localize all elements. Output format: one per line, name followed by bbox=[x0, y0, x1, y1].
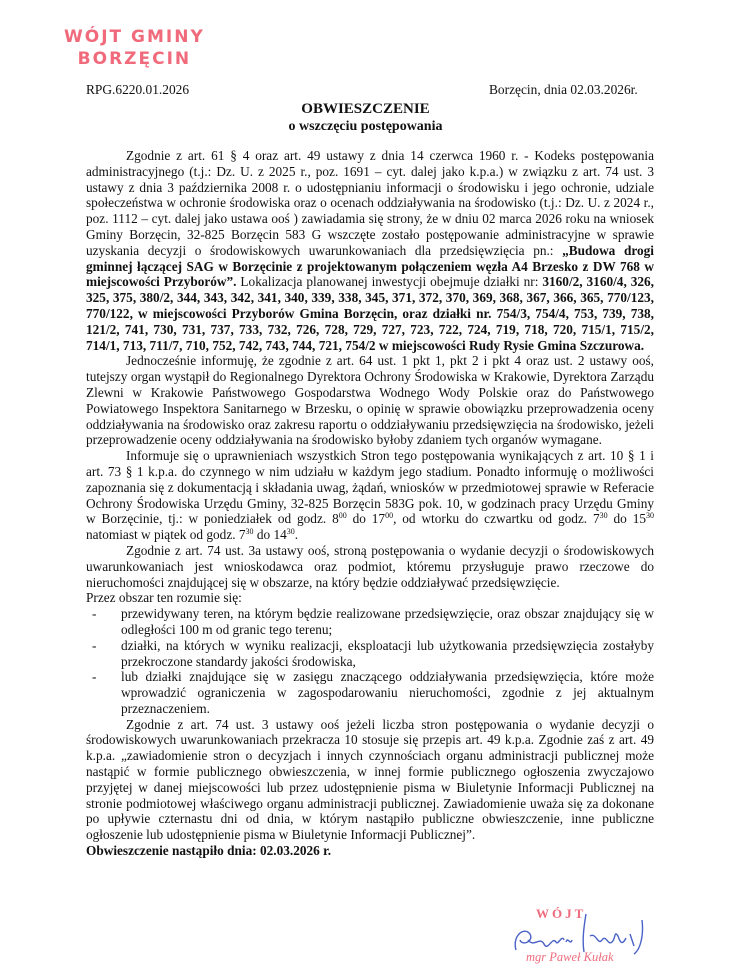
list-item-text: przewidywany teren, na którym będzie realizowane przedsięwzięcie, oraz obszar znajdujący się w odległości 100 m od granic tego terenu; bbox=[121, 606, 654, 637]
list-item-text: lub działki znajdujące się w zasięgu znaczącego oddziaływania przedsięwzięcia, które może wprowadzić ograniczenia w zagospodarowaniu nieruchomości, zgodnie z jej aktualnym przeznaczeniem. bbox=[121, 669, 654, 716]
connector: natomiast w piątek od godz. bbox=[86, 527, 239, 543]
hour: 8 bbox=[332, 511, 339, 527]
publication-date-statement: Obwieszczenie nastąpiło dnia: 02.03.2026 r. bbox=[86, 843, 332, 859]
place-and-date: Borzęcin, dnia 02.03.2026r. bbox=[489, 82, 638, 97]
dash-bullet-icon: - bbox=[92, 669, 97, 685]
document-heading bbox=[0, 100, 731, 136]
minute: 30 bbox=[646, 511, 655, 521]
minute: 30 bbox=[286, 527, 295, 537]
minute: 00 bbox=[338, 511, 347, 521]
hour: 7 bbox=[593, 511, 600, 527]
dash-bullet-icon: - bbox=[92, 637, 97, 653]
stamp-line-2: BORZĘCIN bbox=[77, 49, 192, 69]
project-name: „Budowa drogi gminnej łączącej SAG w Borzęcinie z projektowanym połączeniem węzła A4 Brzesko z DW 768 w miejscowości Przyborów”. bbox=[86, 242, 654, 290]
connector: do bbox=[346, 511, 372, 527]
stamp-line-1: WÓJT GMINY bbox=[64, 27, 205, 47]
hour: 7 bbox=[238, 527, 246, 543]
list-item bbox=[86, 606, 654, 638]
hour: 17 bbox=[371, 511, 386, 527]
connector: do bbox=[607, 511, 633, 527]
minute: 30 bbox=[245, 527, 254, 537]
signatory-name: mgr Paweł Kułak bbox=[526, 950, 614, 964]
location-intro: Lokalizacja planowanej inwestycji obejmuje działki nr: bbox=[236, 274, 543, 290]
minute: 00 bbox=[385, 511, 394, 521]
connector: do bbox=[253, 527, 274, 543]
signature-block bbox=[510, 906, 710, 971]
minute: 30 bbox=[599, 511, 608, 521]
hour: 14 bbox=[273, 527, 287, 543]
paragraph-5: Zgodnie z art. 74 ust. 3 ustawy ooś jeżeli liczba stron postępowania o wydanie decyzji o środowiskowych uwarunkowaniach przekracza 10 stosuje się przepis art. 49 k.p.a. Zgodnie zaś z art. 49 k.p.a. „zawiadomienie stron o decyzjach i innych czynnościach organu administracji publicznej może nastąpić w formie publicznego obwieszczenia, w innej formie publicznego ogłoszenia zwyczajowo przyjętej w danej miejscowości lub przez udostępnienie pisma w Biuletynie Informacji Publicznej na stronie podmiotowej właściwego organu administracji publicznej. Zawiadomienie uważa się za dokonane po upływie czternastu dni od dnia, w którym nastąpiło publiczne obwieszczenie, inne publiczne ogłoszenie lub udostępnienie pisma w Biuletynie Informacji Publicznej”. bbox=[86, 716, 654, 843]
paragraph-2: Jednocześnie informuję, że zgodnie z art. 64 ust. 1 pkt 1, pkt 2 i pkt 4 oraz ust. 2 ustawy ooś, tutejszy organ wystąpił do Regionalnego Dyrektora Ochrony Środowiska w Krakowie, Dyrektora Zarządu Zlewni w Krakowie Państwowego Gospodarstwa Wodnego Wody Polskie oraz do Państwowego Powiatowego Inspektora Sanitarnego w Brzesku, o opinię w sprawie obowiązku przeprowadzenia oceny oddziaływania na środowisko oraz zakresu raportu o oddziaływaniu przedsięwzięcia na środowisko, jeżeli przeprowadzenie oceny oddziaływania na środowisko byłoby zdaniem tych organów wymagane. bbox=[86, 353, 654, 448]
hour: 15 bbox=[632, 511, 647, 527]
paragraph-3 bbox=[86, 448, 654, 543]
p3-text: Informuje się o uprawnieniach wszystkich Stron tego postępowania wynikających z art. 10 § 1 i art. 73 § 1 k.p.a. do czynnego w nim udziału w każdym jego stadium. Ponadto informuję o możliwości zapoznania się z dokumentacją i składania uwag, żądań, wniosków w przedmiotowej sprawie w Referacie Ochrony Środowiska Urzędu Gminy, 32-825 Borzęcin 583G pok. 10, w godzinach pracy Urzędu Gminy w Borzęcinie, tj.: w poniedziałek od godz. bbox=[86, 448, 654, 527]
document-subtitle: o wszczęciu postępowania bbox=[288, 119, 443, 134]
area-definition-list bbox=[86, 606, 654, 717]
connector: . bbox=[294, 527, 299, 543]
connector: , od wtorku do czwartku od godz. bbox=[393, 511, 593, 527]
paragraph-1 bbox=[86, 148, 654, 353]
parcel-list: 3160/2, 3160/4, 326, 325, 375, 380/2, 344, 343, 342, 341, 340, 339, 338, 345, 371, 372, 370, 369, 368, 367, 366, 365, 770/123, 770/122, w miejscowości Przyborów Gmina Borzęcin, oraz działki nr. 754/3, 754/4, 753, 739, 738, 121/2, 741, 730, 731, 737, 733, 732, 726, 728, 729, 727, 723, 722, 724, 719, 718, 720, 715/1, 715/2, 714/1, 713, 711/7, 710, 752, 742, 743, 744, 721, 754/2 w miejscowości Rudy Rysie Gmina Szczurowa. bbox=[86, 274, 654, 353]
reference-number: RPG.6220.01.2026 bbox=[86, 82, 190, 97]
document-title: OBWIESZCZENIE bbox=[301, 101, 430, 117]
list-intro: Przez obszar ten rozumie się: bbox=[86, 590, 242, 606]
document-body bbox=[86, 148, 654, 859]
paragraph-4: Zgodnie z art. 74 ust. 3a ustawy ooś, stroną postępowania o wydanie decyzji o środowiskowych uwarunkowaniach jest wnioskodawca oraz podmiot, któremu przysługuje prawo rzeczowe do nieruchomości znajdującej się w obszarze, na który będzie oddziaływać przedsięwzięcie. bbox=[86, 542, 654, 590]
office-stamp bbox=[64, 26, 205, 70]
dash-bullet-icon: - bbox=[92, 606, 97, 622]
list-item bbox=[86, 638, 654, 670]
p1-text: Zgodnie z art. 61 § 4 oraz art. 49 ustawy z dnia 14 czerwca 1960 r. - Kodeks postępowania administracyjnego (t.j.: Dz. U. z 2025 r., poz. 1691 – cyt. dalej jako k.p.a.) w związku z art. 74 ust. 3 ustawy z dnia 3 października 2008 r. o udostępnianiu informacji o środowisku i jego ochronie, udziale społeczeństwa w ochronie środowiska oraz o ocenach oddziaływania na środowisko (t.j.: Dz. U. z 2024 r., poz. 1112 – cyt. dalej jako ustawa ooś ) zawiadamia się strony, że w dniu 02 marca 2026 roku na wniosek Gminy Borzęcin, 32-825 Borzęcin 583 G wszczęte zostało postępowanie administracyjne w sprawie uzyskania decyzji o środowiskowych uwarunkowaniach dla przedsięwzięcia pn.: bbox=[86, 148, 654, 258]
list-item bbox=[86, 669, 654, 716]
signature-title: WÓJT bbox=[536, 906, 587, 921]
list-item-text: działki, na których w wyniku realizacji, eksploatacji lub użytkowania przedsięwzięcia zostałyby przekroczone standardy jakości środowiska, bbox=[121, 637, 654, 669]
